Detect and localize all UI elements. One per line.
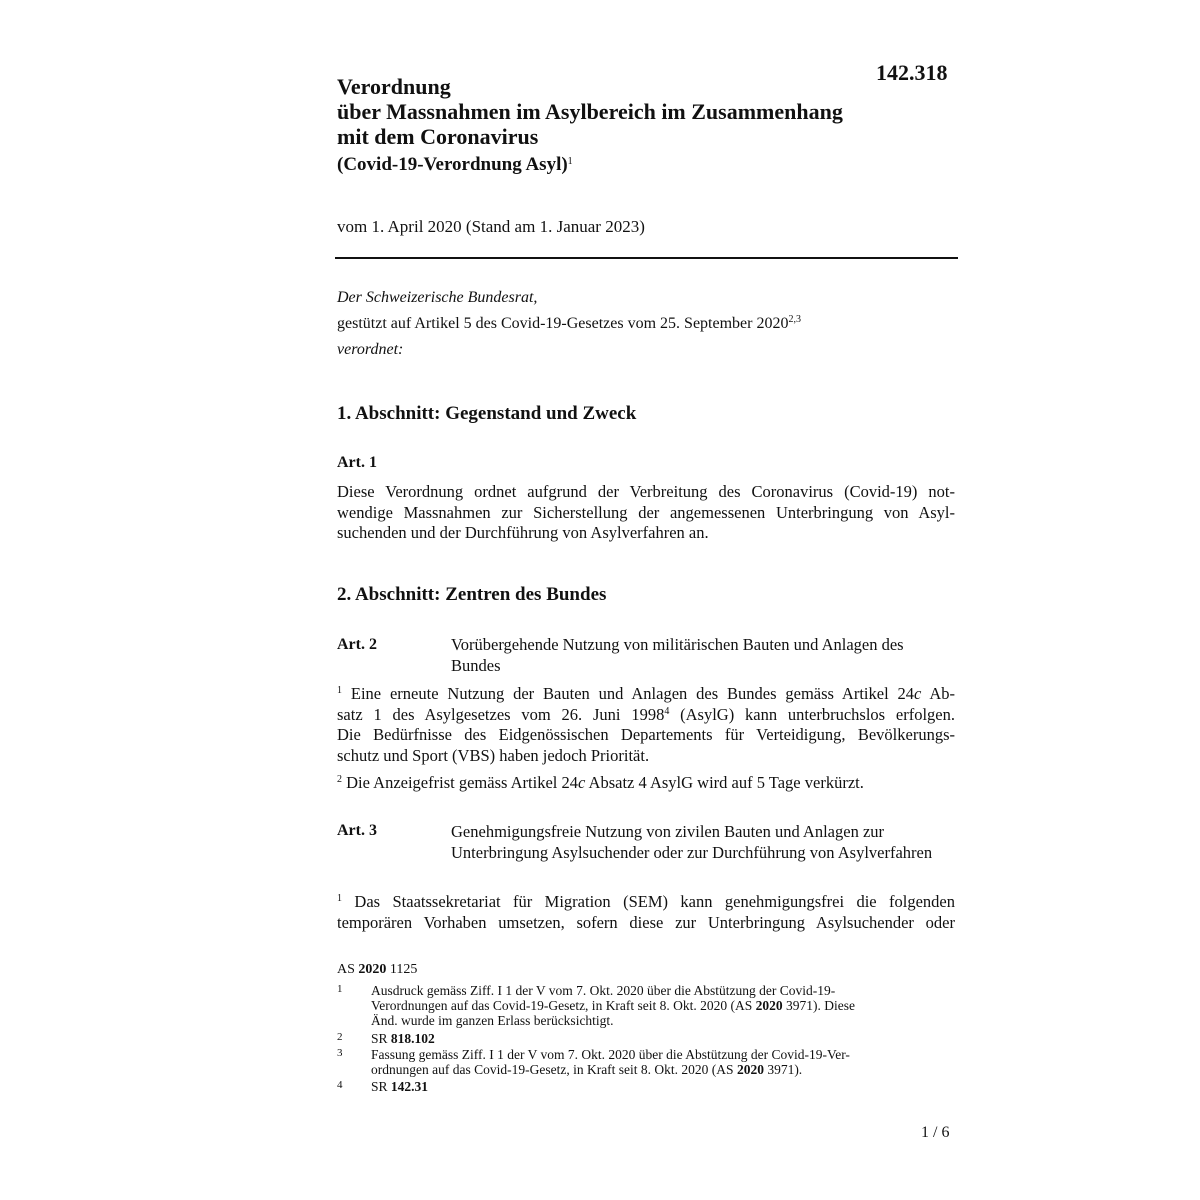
paragraph-line	[337, 892, 955, 913]
article-paragraph	[337, 684, 955, 766]
paragraph-line	[337, 773, 955, 794]
text-run: 2020	[358, 962, 387, 977]
paragraph-line: schutz und Sport (VBS) haben jedoch Priorität.	[337, 745, 650, 765]
paragraph-line: temporären Vorhaben umsetzen, sofern diese zur Unterbringung Asylsuchender oder	[337, 912, 955, 932]
paragraph-line	[337, 684, 955, 705]
text-run: Verordnungen auf das Covid-19-Gesetz, in Kraft seit 8. Okt. 2020 (AS	[371, 998, 756, 1013]
text-run: Ab-	[921, 684, 955, 703]
article-title: Vorübergehende Nutzung von militärischen Bauten und Anlagen des Bundes	[451, 635, 904, 675]
short-title	[337, 154, 573, 176]
text-run: 3971). Diese	[782, 998, 856, 1013]
text-run: (AsylG) kann unterbruchslos erfolgen.	[669, 704, 955, 724]
footnote-number: 1	[337, 983, 343, 995]
preamble-basis	[337, 315, 801, 333]
header-divider	[335, 257, 958, 259]
paragraph-number: 1	[337, 893, 342, 904]
enactment-date: vom 1. April 2020 (Stand am 1. Januar 2023)	[337, 217, 645, 236]
footnote-ref[interactable]: 1	[567, 156, 573, 167]
preamble-authority: Der Schweizerische Bundesrat,	[337, 289, 538, 306]
text-run: 142.31	[390, 1079, 429, 1094]
preamble-basis-text: gestützt auf Artikel 5 des Covid-19-Gesetzes vom 25. September 2020	[337, 315, 789, 332]
paragraph-line: wendige Massnahmen zur Sicherstellung der angemessenen Unterbringung von Asyl-	[337, 502, 955, 522]
footnote-number: 4	[337, 1079, 343, 1091]
article-label: Art. 2	[337, 636, 377, 653]
preamble-enacts: verordnet:	[337, 341, 404, 358]
text-run: SR	[371, 1079, 391, 1094]
footnote-line: Ausdruck gemäss Ziff. I 1 der V vom 7. Okt. 2020 über die Abstützung der Covid-19-	[371, 983, 836, 998]
paragraph-line: Die Bedürfnisse des Eidgenössischen Departements für Verteidigung, Bevölkerungs-	[337, 725, 955, 744]
footnote-ref[interactable]: 2,3	[788, 314, 801, 325]
title-line: Verordnung	[337, 74, 451, 99]
section-heading: 2. Abschnitt: Zentren des Bundes	[337, 584, 607, 605]
text-run: c	[914, 684, 922, 703]
article-paragraph	[337, 482, 955, 544]
article-title: Genehmigungsfreie Nutzung von zivilen Bauten und Anlagen zur Unterbringung Asylsuchender oder zur Durchführung von Asylverfahren	[451, 822, 933, 862]
text-run: Die Anzeigefrist gemäss Artikel 24	[346, 773, 578, 792]
title-line: mit dem Coronavirus	[337, 124, 539, 149]
footnote-ref[interactable]: 4	[664, 705, 670, 717]
paragraph-number: 1	[337, 685, 342, 696]
text-run: SR	[371, 1031, 391, 1046]
footnote-number: 2	[337, 1031, 343, 1043]
footnote-line	[371, 1080, 428, 1095]
paragraph-line: suchenden und der Durchführung von Asylverfahren an.	[337, 523, 709, 542]
short-title-text: (Covid-19-Verordnung Asyl)	[337, 154, 568, 175]
text-run: Eine erneute Nutzung der Bauten und Anlagen des Bundes gemäss Artikel 24	[350, 684, 915, 703]
paragraph-line	[337, 705, 955, 726]
sr-number: 142.318	[876, 60, 948, 85]
text-run: Das Staatssekretariat für Migration (SEM) kann genehmigungsfrei die folgenden	[354, 892, 955, 911]
section-heading: 1. Abschnitt: Gegenstand und Zweck	[337, 403, 637, 424]
text-run: c	[578, 773, 586, 792]
paragraph-line: Diese Verordnung ordnet aufgrund der Verbreitung des Coronavirus (Covid-19) not-	[337, 482, 955, 501]
text-run: 818.102	[390, 1031, 435, 1046]
article-paragraph	[337, 773, 955, 794]
paragraph-number: 2	[337, 774, 342, 785]
text-run: 2020	[736, 1062, 764, 1077]
text-run: 3971).	[763, 1062, 803, 1077]
source-citation	[337, 962, 417, 978]
article-paragraph	[337, 892, 955, 933]
text-run: 1125	[386, 962, 418, 977]
page-number: 1 / 6	[921, 1124, 950, 1141]
text-run: Absatz 4 AsylG wird auf 5 Tage verkürzt.	[585, 773, 864, 792]
footnote-line	[371, 999, 855, 1014]
title-line: über Massnahmen im Asylbereich im Zusammenhang	[337, 99, 843, 124]
article-label: Art. 1	[337, 454, 377, 471]
footnote-line: Fassung gemäss Ziff. I 1 der V vom 7. Okt. 2020 über die Abstützung der Covid-19-Ver-	[371, 1047, 850, 1062]
article-label: Art. 3	[337, 822, 377, 839]
footnote-line	[371, 1063, 802, 1078]
footnote-number: 3	[337, 1047, 343, 1059]
text-run: satz 1 des Asylgesetzes vom 26. Juni 1998	[337, 704, 665, 724]
text-run: AS	[337, 962, 359, 977]
text-run: 2020	[755, 998, 783, 1013]
footnote-line	[371, 1032, 435, 1047]
document-title	[337, 74, 897, 149]
text-run: ordnungen auf das Covid-19-Gesetz, in Kraft seit 8. Okt. 2020 (AS	[371, 1062, 737, 1077]
footnote-line: Änd. wurde im ganzen Erlass berücksichtigt.	[371, 1013, 614, 1028]
